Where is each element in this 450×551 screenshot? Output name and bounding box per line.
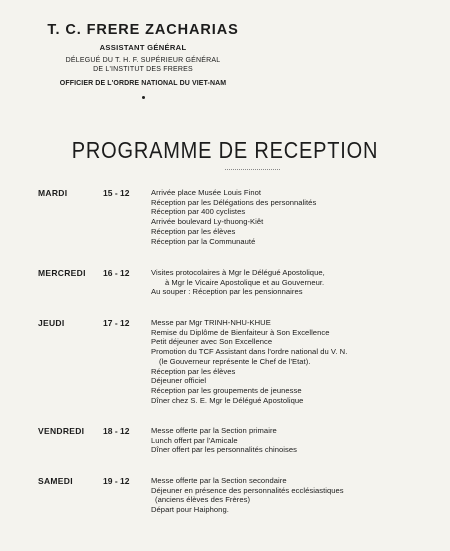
separator-dot (142, 96, 145, 99)
delegate-line-2: DE L'INSTITUT DES FRERES (93, 66, 193, 73)
event-item: Messe par Mgr TRINH-NHU-KHUE (151, 318, 271, 327)
sender-role: ASSISTANT GÉNÉRAL (99, 43, 187, 52)
event-list (151, 188, 316, 246)
sender-name: T. C. FRERE ZACHARIAS (47, 22, 239, 38)
event-item: Réception par les Délégations des personnalités (151, 197, 317, 207)
event-item: Lunch offert par l'Amicale (151, 435, 238, 445)
event-item: Petit déjeuner avec Son Excellence (151, 337, 273, 347)
event-item: Déjeuner officiel (151, 376, 207, 386)
event-item: Messe offerte par la Section secondaire (151, 476, 287, 485)
event-item: Visites protocolaires à Mgr le Délégué Apostolique, (151, 268, 325, 277)
day-date: 15 - 12 (103, 188, 130, 198)
event-item: Réception par les élèves (151, 226, 236, 236)
event-item: Réception par les élèves (151, 366, 236, 376)
day-date: 19 - 12 (103, 476, 130, 486)
event-item: Dîner offert par les personnalités chinoises (151, 445, 297, 455)
event-item: Dîner chez S. E. Mgr le Délégué Apostolique (151, 395, 304, 405)
officer-title: OFFICIER DE L'ORDRE NATIONAL DU VIET-NAM (59, 80, 227, 87)
event-list (151, 476, 344, 515)
event-item: Arrivée boulevard Ly-thuong-Kiêt (151, 217, 264, 227)
day-date: 16 - 12 (103, 268, 130, 278)
day-name: MERCREDI (38, 268, 86, 278)
day-name: MARDI (38, 188, 68, 198)
event-item: Départ pour Haiphong. (151, 505, 229, 515)
event-item: à Mgr le Vicaire Apostolique et au Gouverneur. (165, 277, 325, 287)
letterhead (28, 22, 258, 99)
title-underline (225, 169, 280, 171)
delegate-title (28, 56, 258, 74)
delegate-line-1: DÉLEGUÉ DU T. H. F. SUPÉRIEUR GÉNÉRAL (65, 57, 221, 64)
event-item: Réception par les groupements de jeunesse (151, 385, 302, 395)
event-item: (anciens élèves des Frères) (155, 495, 251, 505)
event-item: Remise du Diplôme de Bienfaiteur à Son Excellence (151, 327, 330, 337)
page-title: PROGRAMME DE RECEPTION (71, 138, 379, 164)
day-date: 18 - 12 (103, 426, 130, 436)
event-item: (le Gouverneur représente le Chef de l'Etat). (159, 356, 311, 366)
event-item: Réception par 400 cyclistes (151, 207, 246, 217)
event-item: Réception par la Communauté (151, 236, 256, 246)
day-date: 17 - 12 (103, 318, 130, 328)
event-item: Déjeuner en présence des personnalités ecclésiastiques (151, 485, 344, 495)
day-name: JEUDI (38, 318, 65, 328)
event-item: Au souper : Réception par les pensionnaires (151, 287, 303, 297)
event-item: Messe offerte par la Section primaire (151, 426, 277, 435)
event-item: Arrivée place Musée Louis Finot (151, 188, 262, 197)
event-item: Promotion du TCF Assistant dans l'ordre national du V. N. (151, 347, 348, 357)
event-list (151, 318, 347, 405)
event-list (151, 268, 325, 297)
event-list (151, 426, 297, 455)
day-name: SAMEDI (38, 476, 73, 486)
day-name: VENDREDI (38, 426, 85, 436)
